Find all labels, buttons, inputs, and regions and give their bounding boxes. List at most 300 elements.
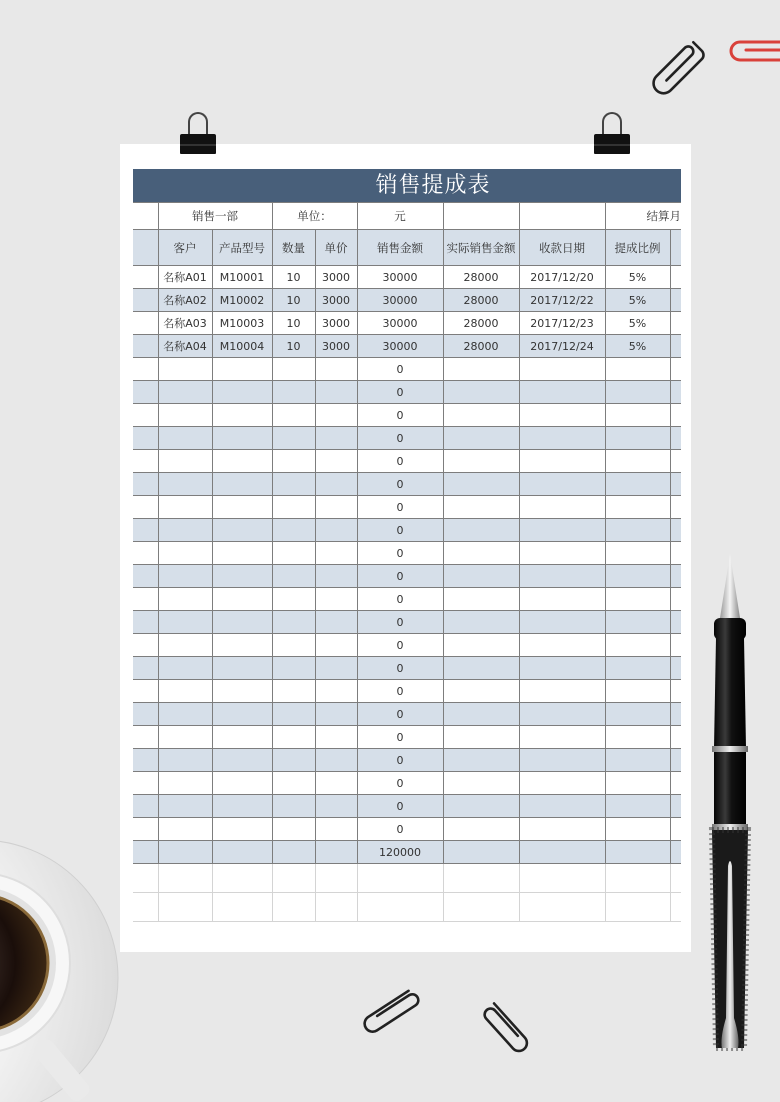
payment-date-cell[interactable]: 2017/12/24 xyxy=(519,335,605,358)
actual-sales-cell[interactable] xyxy=(443,864,519,893)
stub-cell[interactable] xyxy=(670,611,681,634)
payment-date-cell[interactable] xyxy=(519,893,605,922)
quantity-cell[interactable]: 10 xyxy=(272,312,315,335)
model-cell[interactable] xyxy=(212,795,272,818)
payment-date-cell[interactable] xyxy=(519,634,605,657)
customer-cell[interactable] xyxy=(158,588,212,611)
payment-date-cell[interactable] xyxy=(519,496,605,519)
model-cell[interactable] xyxy=(212,519,272,542)
sales-amount-cell[interactable]: 0 xyxy=(357,542,443,565)
model-cell[interactable] xyxy=(212,381,272,404)
sales-amount-cell[interactable]: 0 xyxy=(357,427,443,450)
payment-date-cell[interactable] xyxy=(519,358,605,381)
customer-cell[interactable] xyxy=(158,841,212,864)
customer-cell[interactable] xyxy=(158,818,212,841)
sales-amount-cell[interactable] xyxy=(357,893,443,922)
commission-rate-cell[interactable] xyxy=(605,473,670,496)
payment-date-cell[interactable] xyxy=(519,841,605,864)
actual-sales-cell[interactable] xyxy=(443,450,519,473)
actual-sales-cell[interactable] xyxy=(443,772,519,795)
commission-rate-cell[interactable] xyxy=(605,680,670,703)
sales-amount-cell[interactable]: 0 xyxy=(357,519,443,542)
unit-price-cell[interactable] xyxy=(315,893,357,922)
unit-price-cell[interactable] xyxy=(315,427,357,450)
customer-cell[interactable] xyxy=(158,772,212,795)
unit-price-cell[interactable] xyxy=(315,864,357,893)
empty-cell[interactable] xyxy=(443,203,519,230)
sales-amount-cell[interactable]: 0 xyxy=(357,496,443,519)
quantity-cell[interactable] xyxy=(272,657,315,680)
customer-cell[interactable] xyxy=(158,680,212,703)
stub-cell[interactable] xyxy=(133,588,158,611)
quantity-cell[interactable]: 10 xyxy=(272,335,315,358)
sales-amount-cell[interactable]: 0 xyxy=(357,634,443,657)
header-customer[interactable]: 客户 xyxy=(158,230,212,266)
commission-rate-cell[interactable]: 5% xyxy=(605,335,670,358)
sales-amount-cell[interactable]: 0 xyxy=(357,726,443,749)
commission-rate-cell[interactable]: 5% xyxy=(605,266,670,289)
sales-amount-cell[interactable]: 30000 xyxy=(357,266,443,289)
payment-date-cell[interactable]: 2017/12/20 xyxy=(519,266,605,289)
header-sales-amount[interactable]: 销售金额 xyxy=(357,230,443,266)
commission-rate-cell[interactable] xyxy=(605,519,670,542)
payment-date-cell[interactable] xyxy=(519,519,605,542)
sales-amount-cell[interactable]: 30000 xyxy=(357,312,443,335)
stub-cell[interactable] xyxy=(670,230,681,266)
payment-date-cell[interactable] xyxy=(519,749,605,772)
customer-cell[interactable] xyxy=(158,404,212,427)
actual-sales-cell[interactable] xyxy=(443,818,519,841)
payment-date-cell[interactable] xyxy=(519,864,605,893)
commission-rate-cell[interactable] xyxy=(605,588,670,611)
customer-cell[interactable] xyxy=(158,542,212,565)
quantity-cell[interactable] xyxy=(272,680,315,703)
header-commission-rate[interactable]: 提成比例 xyxy=(605,230,670,266)
quantity-cell[interactable] xyxy=(272,404,315,427)
payment-date-cell[interactable] xyxy=(519,680,605,703)
quantity-cell[interactable] xyxy=(272,427,315,450)
commission-rate-cell[interactable] xyxy=(605,565,670,588)
quantity-cell[interactable] xyxy=(272,841,315,864)
sales-amount-cell[interactable]: 0 xyxy=(357,450,443,473)
customer-cell[interactable] xyxy=(158,473,212,496)
actual-sales-cell[interactable] xyxy=(443,680,519,703)
stub-cell[interactable] xyxy=(670,542,681,565)
sales-amount-cell[interactable]: 0 xyxy=(357,818,443,841)
quantity-cell[interactable] xyxy=(272,818,315,841)
stub-cell[interactable] xyxy=(133,519,158,542)
unit-price-cell[interactable]: 3000 xyxy=(315,312,357,335)
stub-cell[interactable] xyxy=(133,335,158,358)
actual-sales-cell[interactable] xyxy=(443,496,519,519)
sales-amount-cell[interactable]: 0 xyxy=(357,795,443,818)
commission-rate-cell[interactable] xyxy=(605,772,670,795)
stub-cell[interactable] xyxy=(670,634,681,657)
payment-date-cell[interactable] xyxy=(519,542,605,565)
payment-date-cell[interactable]: 2017/12/23 xyxy=(519,312,605,335)
commission-rate-cell[interactable] xyxy=(605,611,670,634)
payment-date-cell[interactable] xyxy=(519,657,605,680)
stub-cell[interactable] xyxy=(670,657,681,680)
unit-price-cell[interactable] xyxy=(315,818,357,841)
actual-sales-cell[interactable] xyxy=(443,634,519,657)
stub-cell[interactable] xyxy=(133,864,158,893)
sales-amount-cell[interactable]: 0 xyxy=(357,565,443,588)
stub-cell[interactable] xyxy=(133,772,158,795)
stub-cell[interactable] xyxy=(670,381,681,404)
unit-price-cell[interactable] xyxy=(315,404,357,427)
model-cell[interactable]: M10003 xyxy=(212,312,272,335)
sales-amount-cell[interactable]: 0 xyxy=(357,473,443,496)
payment-date-cell[interactable] xyxy=(519,818,605,841)
stub-cell[interactable] xyxy=(670,795,681,818)
stub-cell[interactable] xyxy=(133,289,158,312)
stub-cell[interactable] xyxy=(133,893,158,922)
stub-cell[interactable] xyxy=(133,634,158,657)
quantity-cell[interactable]: 10 xyxy=(272,266,315,289)
model-cell[interactable] xyxy=(212,496,272,519)
commission-rate-cell[interactable] xyxy=(605,542,670,565)
stub-cell[interactable] xyxy=(133,657,158,680)
stub-cell[interactable] xyxy=(133,496,158,519)
unit-price-cell[interactable] xyxy=(315,772,357,795)
sales-amount-cell[interactable]: 0 xyxy=(357,358,443,381)
stub-cell[interactable] xyxy=(133,818,158,841)
customer-cell[interactable]: 名称A01 xyxy=(158,266,212,289)
stub-cell[interactable] xyxy=(670,864,681,893)
customer-cell[interactable] xyxy=(158,358,212,381)
unit-price-cell[interactable] xyxy=(315,841,357,864)
stub-cell[interactable] xyxy=(133,473,158,496)
model-cell[interactable] xyxy=(212,841,272,864)
unit-price-cell[interactable] xyxy=(315,473,357,496)
commission-rate-cell[interactable] xyxy=(605,841,670,864)
sales-amount-cell[interactable]: 0 xyxy=(357,404,443,427)
actual-sales-cell[interactable] xyxy=(443,473,519,496)
stub-cell[interactable] xyxy=(133,726,158,749)
model-cell[interactable] xyxy=(212,680,272,703)
payment-date-cell[interactable] xyxy=(519,450,605,473)
quantity-cell[interactable] xyxy=(272,703,315,726)
header-quantity[interactable]: 数量 xyxy=(272,230,315,266)
stub-cell[interactable] xyxy=(670,427,681,450)
customer-cell[interactable] xyxy=(158,893,212,922)
stub-cell[interactable] xyxy=(670,312,681,335)
customer-cell[interactable] xyxy=(158,450,212,473)
actual-sales-cell[interactable] xyxy=(443,726,519,749)
stub-cell[interactable] xyxy=(670,565,681,588)
customer-cell[interactable] xyxy=(158,726,212,749)
commission-rate-cell[interactable]: 5% xyxy=(605,289,670,312)
stub-cell[interactable] xyxy=(670,841,681,864)
stub-cell[interactable] xyxy=(133,565,158,588)
unit-price-cell[interactable] xyxy=(315,634,357,657)
stub-cell[interactable] xyxy=(133,266,158,289)
model-cell[interactable] xyxy=(212,634,272,657)
actual-sales-cell[interactable] xyxy=(443,893,519,922)
actual-sales-cell[interactable] xyxy=(443,611,519,634)
quantity-cell[interactable] xyxy=(272,450,315,473)
quantity-cell[interactable] xyxy=(272,893,315,922)
commission-rate-cell[interactable] xyxy=(605,381,670,404)
stub-cell[interactable] xyxy=(670,749,681,772)
quantity-cell[interactable] xyxy=(272,519,315,542)
actual-sales-cell[interactable] xyxy=(443,358,519,381)
sales-amount-cell[interactable]: 0 xyxy=(357,680,443,703)
unit-price-cell[interactable] xyxy=(315,611,357,634)
unit-price-cell[interactable] xyxy=(315,703,357,726)
actual-sales-cell[interactable] xyxy=(443,657,519,680)
sales-amount-cell[interactable]: 30000 xyxy=(357,289,443,312)
actual-sales-cell[interactable] xyxy=(443,519,519,542)
model-cell[interactable]: M10004 xyxy=(212,335,272,358)
actual-sales-cell[interactable]: 28000 xyxy=(443,289,519,312)
payment-date-cell[interactable] xyxy=(519,772,605,795)
model-cell[interactable]: M10001 xyxy=(212,266,272,289)
model-cell[interactable] xyxy=(212,588,272,611)
payment-date-cell[interactable] xyxy=(519,588,605,611)
customer-cell[interactable] xyxy=(158,795,212,818)
payment-date-cell[interactable] xyxy=(519,565,605,588)
commission-rate-cell[interactable] xyxy=(605,358,670,381)
header-actual-sales[interactable]: 实际销售金额 xyxy=(443,230,519,266)
model-cell[interactable] xyxy=(212,893,272,922)
quantity-cell[interactable] xyxy=(272,473,315,496)
actual-sales-cell[interactable]: 28000 xyxy=(443,266,519,289)
customer-cell[interactable] xyxy=(158,519,212,542)
commission-rate-cell[interactable] xyxy=(605,703,670,726)
quantity-cell[interactable] xyxy=(272,381,315,404)
payment-date-cell[interactable] xyxy=(519,703,605,726)
unit-label-cell[interactable]: 单位： xyxy=(272,203,357,230)
stub-cell[interactable] xyxy=(133,611,158,634)
unit-price-cell[interactable] xyxy=(315,358,357,381)
header-model[interactable]: 产品型号 xyxy=(212,230,272,266)
actual-sales-cell[interactable]: 28000 xyxy=(443,335,519,358)
empty-cell[interactable] xyxy=(519,203,605,230)
stub-cell[interactable] xyxy=(670,588,681,611)
unit-price-cell[interactable] xyxy=(315,726,357,749)
quantity-cell[interactable] xyxy=(272,358,315,381)
payment-date-cell[interactable]: 2017/12/22 xyxy=(519,289,605,312)
unit-price-cell[interactable] xyxy=(315,565,357,588)
payment-date-cell[interactable] xyxy=(519,726,605,749)
settlement-month-cell[interactable]: 结算月 xyxy=(605,203,681,230)
sales-amount-cell[interactable]: 0 xyxy=(357,703,443,726)
payment-date-cell[interactable] xyxy=(519,795,605,818)
commission-rate-cell[interactable] xyxy=(605,657,670,680)
sales-amount-cell[interactable] xyxy=(357,864,443,893)
stub-cell[interactable] xyxy=(133,680,158,703)
commission-rate-cell[interactable] xyxy=(605,864,670,893)
unit-price-cell[interactable] xyxy=(315,450,357,473)
stub-cell[interactable] xyxy=(133,404,158,427)
commission-rate-cell[interactable] xyxy=(605,726,670,749)
unit-price-cell[interactable] xyxy=(315,749,357,772)
actual-sales-cell[interactable] xyxy=(443,427,519,450)
paperclip-black-icon xyxy=(644,34,710,100)
quantity-cell[interactable] xyxy=(272,634,315,657)
model-cell[interactable] xyxy=(212,611,272,634)
commission-rate-cell[interactable] xyxy=(605,795,670,818)
unit-price-cell[interactable] xyxy=(315,542,357,565)
unit-price-cell[interactable] xyxy=(315,795,357,818)
actual-sales-cell[interactable] xyxy=(443,404,519,427)
model-cell[interactable] xyxy=(212,404,272,427)
customer-cell[interactable]: 名称A02 xyxy=(158,289,212,312)
quantity-cell[interactable]: 10 xyxy=(272,289,315,312)
sales-amount-cell[interactable]: 0 xyxy=(357,611,443,634)
model-cell[interactable] xyxy=(212,749,272,772)
sales-amount-cell[interactable]: 120000 xyxy=(357,841,443,864)
stub-cell[interactable] xyxy=(670,496,681,519)
commission-rate-cell[interactable] xyxy=(605,404,670,427)
model-cell[interactable] xyxy=(212,565,272,588)
stub-cell[interactable] xyxy=(670,519,681,542)
stub-cell[interactable] xyxy=(133,230,158,266)
commission-rate-cell[interactable] xyxy=(605,450,670,473)
unit-price-cell[interactable] xyxy=(315,519,357,542)
model-cell[interactable] xyxy=(212,473,272,496)
stub-cell[interactable] xyxy=(670,266,681,289)
commission-rate-cell[interactable] xyxy=(605,818,670,841)
model-cell[interactable]: M10002 xyxy=(212,289,272,312)
stub-cell[interactable] xyxy=(133,358,158,381)
stub-cell[interactable] xyxy=(670,893,681,922)
model-cell[interactable] xyxy=(212,427,272,450)
stub-cell[interactable] xyxy=(133,312,158,335)
sales-amount-cell[interactable]: 0 xyxy=(357,588,443,611)
stub-cell[interactable] xyxy=(670,450,681,473)
customer-cell[interactable]: 名称A03 xyxy=(158,312,212,335)
payment-date-cell[interactable] xyxy=(519,427,605,450)
customer-cell[interactable] xyxy=(158,634,212,657)
quantity-cell[interactable] xyxy=(272,542,315,565)
stub-cell[interactable] xyxy=(133,381,158,404)
commission-rate-cell[interactable] xyxy=(605,749,670,772)
commission-rate-cell[interactable] xyxy=(605,427,670,450)
actual-sales-cell[interactable] xyxy=(443,542,519,565)
quantity-cell[interactable] xyxy=(272,726,315,749)
customer-cell[interactable] xyxy=(158,611,212,634)
stub-cell[interactable] xyxy=(133,795,158,818)
total-row xyxy=(133,841,681,864)
quantity-cell[interactable] xyxy=(272,565,315,588)
quantity-cell[interactable] xyxy=(272,588,315,611)
model-cell[interactable] xyxy=(212,772,272,795)
commission-rate-cell[interactable]: 5% xyxy=(605,312,670,335)
stub-cell[interactable] xyxy=(670,818,681,841)
quantity-cell[interactable] xyxy=(272,611,315,634)
stub-cell[interactable] xyxy=(133,203,158,230)
stub-cell[interactable] xyxy=(133,841,158,864)
customer-cell[interactable] xyxy=(158,864,212,893)
unit-price-cell[interactable]: 3000 xyxy=(315,266,357,289)
payment-date-cell[interactable] xyxy=(519,381,605,404)
sales-amount-cell[interactable]: 0 xyxy=(357,749,443,772)
stub-cell[interactable] xyxy=(133,703,158,726)
model-cell[interactable] xyxy=(212,864,272,893)
unit-price-cell[interactable] xyxy=(315,588,357,611)
unit-price-cell[interactable] xyxy=(315,657,357,680)
customer-cell[interactable] xyxy=(158,496,212,519)
stub-cell[interactable] xyxy=(133,749,158,772)
model-cell[interactable] xyxy=(212,542,272,565)
customer-cell[interactable] xyxy=(158,565,212,588)
sales-amount-cell[interactable]: 0 xyxy=(357,381,443,404)
stub-cell[interactable] xyxy=(133,450,158,473)
stub-cell[interactable] xyxy=(670,772,681,795)
customer-cell[interactable] xyxy=(158,381,212,404)
quantity-cell[interactable] xyxy=(272,496,315,519)
payment-date-cell[interactable] xyxy=(519,404,605,427)
stub-cell[interactable] xyxy=(133,542,158,565)
sales-amount-cell[interactable]: 0 xyxy=(357,657,443,680)
actual-sales-cell[interactable] xyxy=(443,749,519,772)
customer-cell[interactable] xyxy=(158,657,212,680)
unit-price-cell[interactable] xyxy=(315,496,357,519)
payment-date-cell[interactable] xyxy=(519,473,605,496)
sales-amount-cell[interactable]: 0 xyxy=(357,772,443,795)
stub-cell[interactable] xyxy=(670,703,681,726)
actual-sales-cell[interactable] xyxy=(443,565,519,588)
quantity-cell[interactable] xyxy=(272,772,315,795)
commission-rate-cell[interactable] xyxy=(605,893,670,922)
quantity-cell[interactable] xyxy=(272,795,315,818)
model-cell[interactable] xyxy=(212,657,272,680)
commission-rate-cell[interactable] xyxy=(605,634,670,657)
header-unit-price[interactable]: 单价 xyxy=(315,230,357,266)
unit-price-cell[interactable] xyxy=(315,381,357,404)
actual-sales-cell[interactable]: 28000 xyxy=(443,312,519,335)
quantity-cell[interactable] xyxy=(272,864,315,893)
commission-rate-cell[interactable] xyxy=(605,496,670,519)
unit-price-cell[interactable]: 3000 xyxy=(315,289,357,312)
model-cell[interactable] xyxy=(212,818,272,841)
stub-cell[interactable] xyxy=(670,473,681,496)
stub-cell[interactable] xyxy=(670,726,681,749)
customer-cell[interactable] xyxy=(158,749,212,772)
customer-cell[interactable] xyxy=(158,427,212,450)
model-cell[interactable] xyxy=(212,450,272,473)
actual-sales-cell[interactable] xyxy=(443,841,519,864)
unit-price-cell[interactable] xyxy=(315,680,357,703)
actual-sales-cell[interactable] xyxy=(443,795,519,818)
quantity-cell[interactable] xyxy=(272,749,315,772)
model-cell[interactable] xyxy=(212,726,272,749)
department-cell[interactable]: 销售一部 xyxy=(158,203,272,230)
table-row xyxy=(133,772,681,795)
actual-sales-cell[interactable] xyxy=(443,381,519,404)
stub-cell[interactable] xyxy=(670,335,681,358)
unit-value-cell[interactable]: 元 xyxy=(357,203,443,230)
stub-cell[interactable] xyxy=(133,427,158,450)
actual-sales-cell[interactable] xyxy=(443,588,519,611)
stub-cell[interactable] xyxy=(670,680,681,703)
header-payment-date[interactable]: 收款日期 xyxy=(519,230,605,266)
actual-sales-cell[interactable] xyxy=(443,703,519,726)
sales-amount-cell[interactable]: 30000 xyxy=(357,335,443,358)
payment-date-cell[interactable] xyxy=(519,611,605,634)
customer-cell[interactable]: 名称A04 xyxy=(158,335,212,358)
model-cell[interactable] xyxy=(212,358,272,381)
stub-cell[interactable] xyxy=(670,404,681,427)
customer-cell[interactable] xyxy=(158,703,212,726)
stub-cell[interactable] xyxy=(670,289,681,312)
model-cell[interactable] xyxy=(212,703,272,726)
stub-cell[interactable] xyxy=(670,358,681,381)
unit-price-cell[interactable]: 3000 xyxy=(315,335,357,358)
